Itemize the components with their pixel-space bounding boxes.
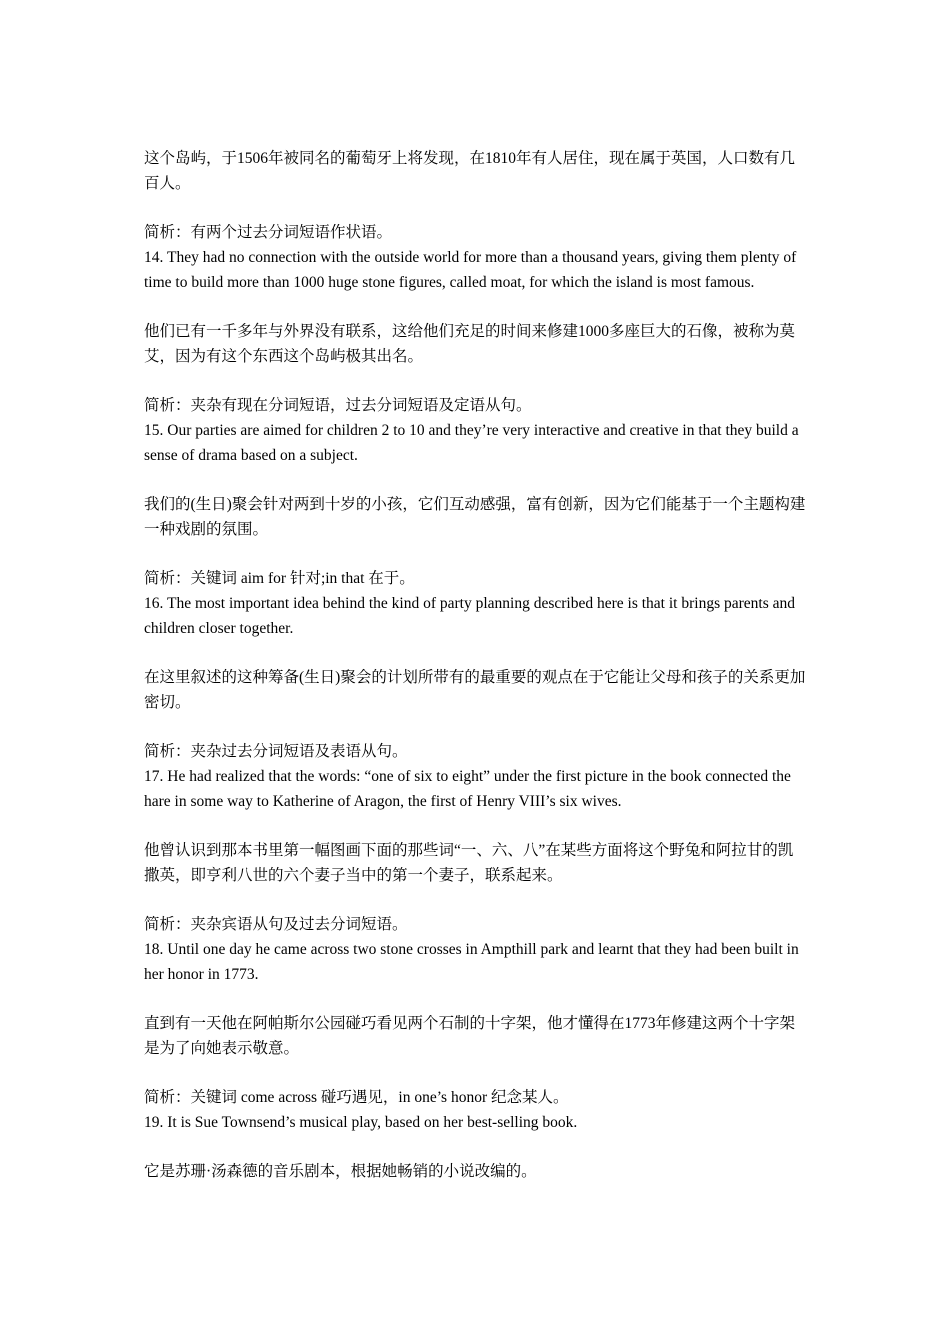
paragraph: 这个岛屿，于1506年被同名的葡萄牙上将发现，在1810年有人居住，现在属于英国，人口数有几百人。 <box>144 150 796 192</box>
paragraph-gap <box>144 888 808 912</box>
chinese-translation: 它是苏珊·汤森德的音乐剧本，根据她畅销的小说改编的。 <box>144 1163 537 1180</box>
paragraph-gap <box>144 1061 808 1085</box>
paragraph-gap <box>144 468 808 492</box>
chinese-translation: 我们的(生日)聚会针对两到十岁的小孩，它们互动感强，富有创新，因为它们能基于一个主题构建一种戏剧的氛围。 <box>144 496 806 538</box>
paragraph-gap <box>144 641 808 665</box>
english-sentence: 15. Our parties are aimed for children 2 to 10 and they’re very interactive and creative in that they build a sense of drama based on a subject. <box>144 422 799 464</box>
paragraph-gap <box>144 295 808 319</box>
english-sentence: 14. They had no connection with the outside world for more than a thousand years, giving them plenty of time to build more than 1000 huge stone figures, called moat, for which the island is most famous. <box>144 249 797 291</box>
chinese-translation: 他曾认识到那本书里第一幅图画下面的那些词“一、六、八”在某些方面将这个野兔和阿拉甘的凯撒英，即亨利八世的六个妻子当中的第一个妻子，联系起来。 <box>144 842 794 884</box>
analysis-note: 简析：夹杂宾语从句及过去分词短语。 <box>144 916 408 933</box>
analysis-note: 简析：关键词 aim for 针对;in that 在于。 <box>144 570 415 587</box>
english-sentence: 18. Until one day he came across two stone crosses in Ampthill park and learnt that they had been built in her honor in 1773. <box>144 941 799 983</box>
chinese-translation: 直到有一天他在阿帕斯尔公园碰巧看见两个石制的十字架，他才懂得在1773年修建这两个十字架是为了向她表示敬意。 <box>144 1015 796 1057</box>
paragraph-gap <box>144 987 808 1011</box>
english-sentence: 16. The most important idea behind the kind of party planning described here is that it brings parents and children closer together. <box>144 595 795 637</box>
paragraph-gap <box>144 196 808 220</box>
english-sentence: 19. It is Sue Townsend’s musical play, based on her best-selling book. <box>144 1114 578 1131</box>
paragraph-gap <box>144 1135 808 1159</box>
analysis-note: 简析：有两个过去分词短语作状语。 <box>144 224 393 241</box>
chinese-translation: 在这里叙述的这种筹备(生日)聚会的计划所带有的最重要的观点在于它能让父母和孩子的关系更加密切。 <box>144 669 806 711</box>
chinese-translation: 他们已有一千多年与外界没有联系，这给他们充足的时间来修建1000多座巨大的石像，被称为莫艾，因为有这个东西这个岛屿极其出名。 <box>144 323 796 365</box>
paragraph-gap <box>144 715 808 739</box>
analysis-note: 简析：夹杂有现在分词短语，过去分词短语及定语从句。 <box>144 397 532 414</box>
analysis-note: 简析：关键词 come across 碰巧遇见，in one’s honor 纪念某人。 <box>144 1089 569 1106</box>
paragraph-gap <box>144 814 808 838</box>
english-sentence: 17. He had realized that the words: “one of six to eight” under the first picture in the book connected the hare in some way to Katherine of Aragon, the first of Henry VIII’s six wives. <box>144 768 791 810</box>
paragraph-gap <box>144 369 808 393</box>
analysis-note: 简析：夹杂过去分词短语及表语从句。 <box>144 743 408 760</box>
document-body <box>144 146 808 1184</box>
paragraph-gap <box>144 542 808 566</box>
